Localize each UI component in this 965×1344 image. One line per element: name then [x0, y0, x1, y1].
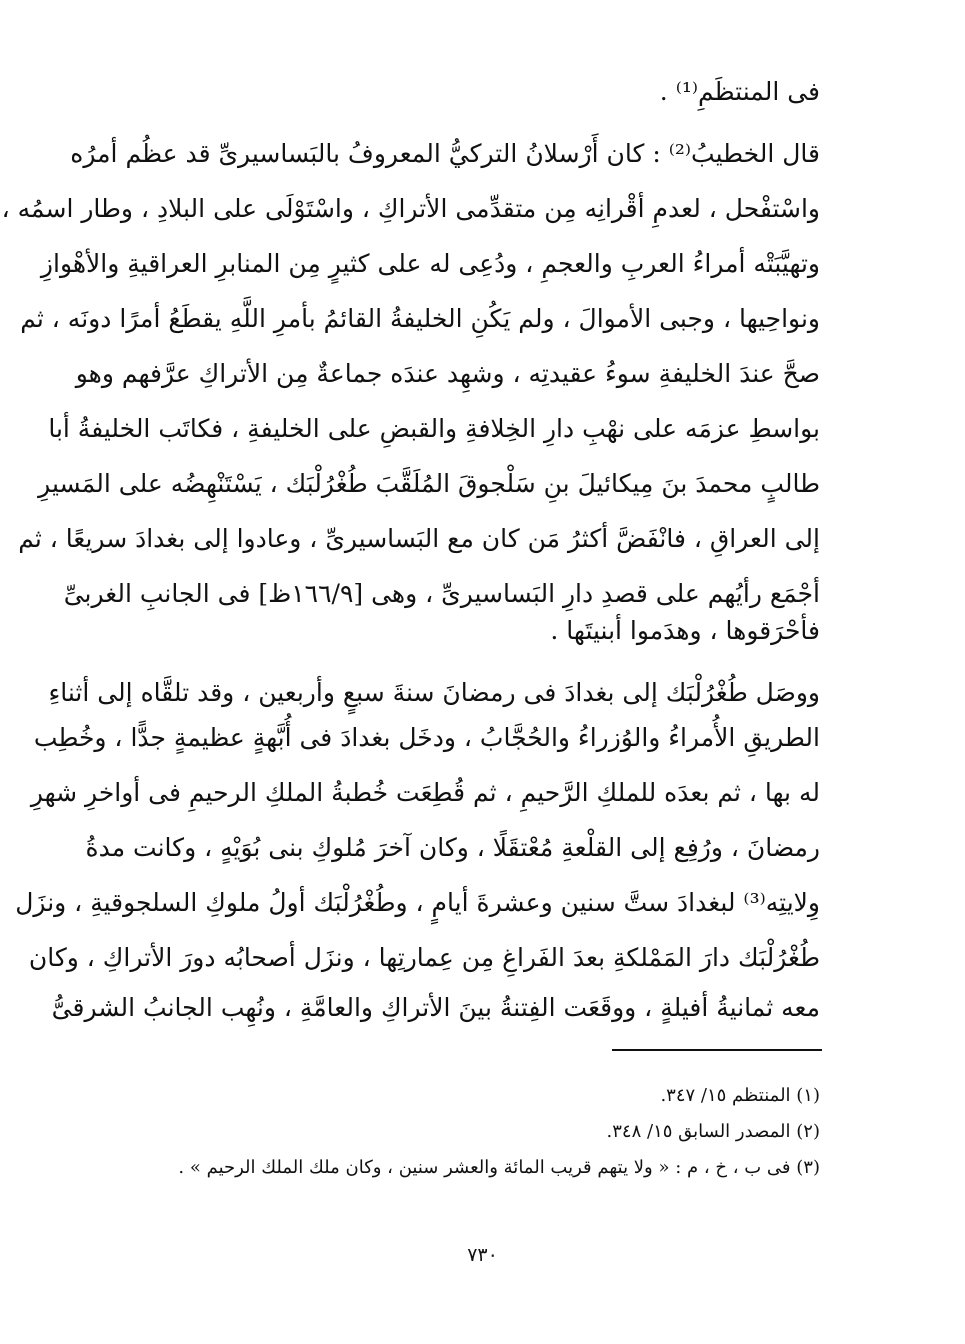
page-number: ٧٣٠ — [467, 1244, 498, 1266]
footnote: (٣) فى ب ، خ ، م : « ولا يتهم قريب المائة والعشر سنين ، وكان ملك الملك الرحيم » . — [178, 1157, 820, 1178]
text-line: أجْمَع رأيُهم على قصدِ دارِ البَساسيرىِّ ، وهى [١٦٦/٩ظ] فى الجانبِ الغربىِّ — [63, 579, 820, 608]
text-line: رمضانَ ، ورُفِع إلى القلْعةِ مُعْتقَلًا ، وكان آخرَ مُلوكِ بنى بُوَيْهٍ ، وكانت مدةُ — [85, 833, 820, 862]
text-line: واسْتفْحل ، لعدمِ أقْرانِه مِن متقدِّمى الأتراكِ ، واسْتَوْلَى على البلادِ ، وطار اسمُه ، — [1, 194, 820, 223]
text-line: قال الخطيبُ⁽²⁾ : كان أَرْسلانُ التركيُّ المعروفُ بالبَساسيرىِّ قد عظُم أمرُه — [70, 139, 820, 168]
footnote-separator — [612, 1049, 822, 1051]
text-line: ووصَل طُغْرُلْبَك إلى بغدادَ فى رمضانَ سنةَ سبعٍ وأربعين ، وقد تلقَّاه إلى أثناءِ — [48, 678, 820, 707]
text-line: طُغْرُلْبَك دارَ المَمْلكةِ بعدَ الفَراغِ مِن عِمارتِها ، ونزَل أصحابُه دورَ الأتراكِ ، وكان — [28, 943, 820, 972]
text-line: فى المنتظَمِ⁽¹⁾ . — [659, 77, 820, 106]
text-line: صحَّ عندَ الخليفةِ سوءُ عقيدتِه ، وشهِد عندَه جماعةٌ مِن الأتراكِ عرَّفهم وهو — [75, 359, 820, 388]
footnote: (٢) المصدر السابق ١٥/ ٣٤٨. — [606, 1121, 820, 1142]
text-line: ونواحِيها ، وجبى الأموالَ ، ولم يَكُنِ الخليفةُ القائمُ بأمرِ اللَّهِ يقطَعُ أمرًا دونَه ، ثم — [20, 304, 820, 333]
text-line: الطريقِ الأُمراءُ والوُزراءُ والحُجَّابُ ، ودخَل بغدادَ فى أُبَّهةٍ عظيمةٍ جدًّا ، وخُطِب — [33, 723, 820, 752]
text-line: وِلايتِه⁽³⁾ لبغدادَ ستَّ سنين وعشرةَ أيامٍ ، وطُغْرُلْبَك أولُ ملوكِ السلجوقيةِ ، ونزَل — [15, 888, 820, 917]
text-line: معه ثمانيةُ أفيلةٍ ، ووقَعَت الفِتنةُ بينَ الأتراكِ والعامَّةِ ، ونُهِب الجانبُ الشرقىُّ — [51, 993, 820, 1022]
text-line: له بها ، ثم بعدَه للملكِ الرَّحيمِ ، ثم قُطِعَت خُطبةُ الملكِ الرحيمِ فى أواخرِ شهرِ — [30, 778, 820, 807]
text-line: بواسطِ عزمَه على نهْبِ دارِ الخِلافةِ والقبضِ على الخليفةِ ، فكاتَب الخليفةُ أبا — [48, 414, 820, 443]
text-line: وتهيَّبَتْه أمراءُ العربِ والعجمِ ، ودُعِى له على كثيرٍ مِن المنابرِ العراقيةِ والأهْوازِ — [40, 249, 820, 278]
text-line: فأحْرَقوها ، وهدَموا أبنيتَها . — [550, 616, 820, 645]
text-line: إلى العراقِ ، فانْفَضَّ أكثرُ مَن كان مع البَساسيرىِّ ، وعادوا إلى بغدادَ سريعًا ، ثم — [18, 524, 820, 553]
text-line: طالبٍ محمدَ بنَ مِيكائيلَ بنِ سَلْجوقَ المُلَقَّبَ طُغْرُلْبَك ، يَسْتَنْهِضُه على المَسيرِ — [38, 469, 820, 498]
footnote: (١) المنتظم ١٥/ ٣٤٧. — [660, 1085, 820, 1106]
